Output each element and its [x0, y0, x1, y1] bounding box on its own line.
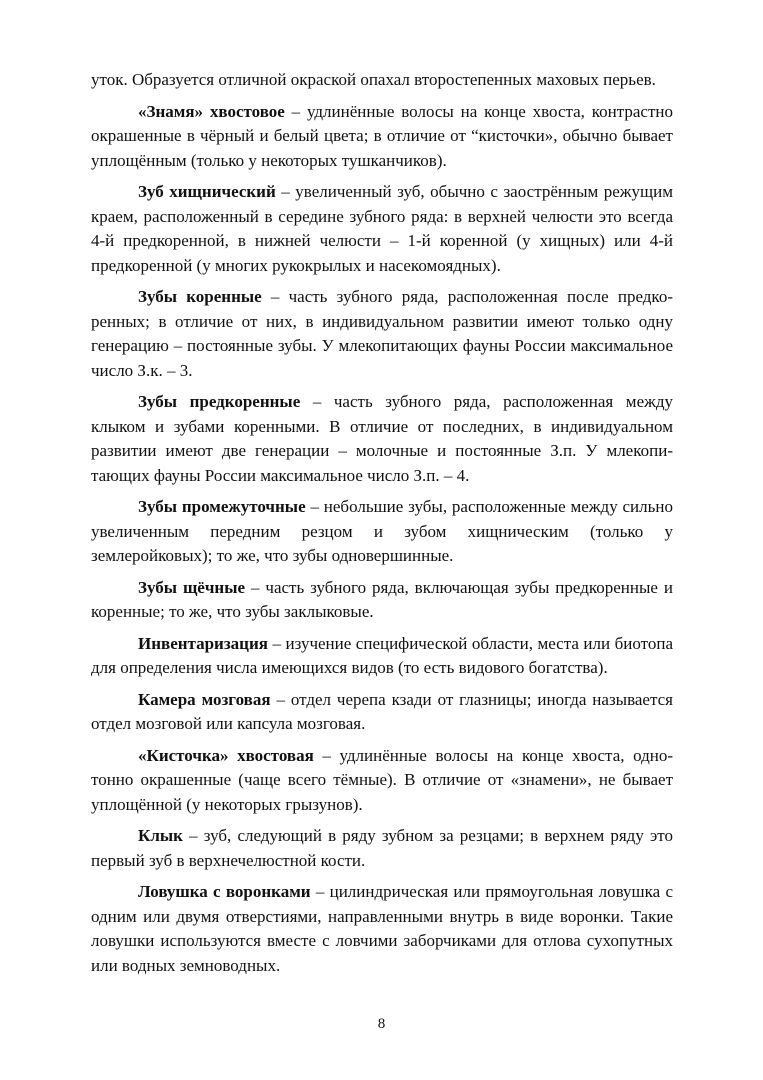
- glossary-definition: – цилиндрическая или прямоугольная ловушка с одним или двумя отверстиями, направленными внутрь в виде воронки. Такие ловушки используются вместе с ловчими заборчиками для отлова сухопутных или водных земноводных.: [91, 882, 673, 975]
- glossary-definition: – изучение специфической области, места или биотопа для определения числа имеющихся видов (то есть видового богатства).: [91, 633, 673, 677]
- glossary-definition: – увеличенный зуб, обычно с заострённым режущим краем, расположенный в середине зубного ряда: в верхней челюсти это всегда 4-й предкоренной, в нижней челюсти – 1-й коренной (у хищных) или 4-й предкоренной (у многих рукокрылых и насекомоядных).: [91, 182, 673, 275]
- glossary-definition: – часть зубного ряда, включающая зубы предкоренные и коренные; то же, что зубы заклыковые.: [91, 577, 673, 621]
- glossary-entry: [91, 632, 673, 681]
- glossary-entry: [91, 824, 673, 873]
- glossary-entry: [91, 390, 673, 488]
- glossary-term: Клык: [138, 826, 183, 845]
- glossary-term: Ловушка с воронками: [138, 882, 311, 901]
- glossary-entry: [91, 180, 673, 278]
- glossary-definition: – удлинённые волосы на конце хвоста, однотонно окрашенные (чаще всего тёмные). В отличие от «знамени», не бывает уплощённой (у некоторых грызунов).: [91, 745, 674, 814]
- glossary-term: Камера мозговая: [138, 689, 271, 709]
- glossary-entry: [91, 285, 673, 383]
- glossary-entry: [91, 495, 673, 569]
- glossary-definition: – зуб, следующий в ряду зубном за резцами; в верхнем ряду это первый зуб в верхнечелюстной кости.: [91, 826, 673, 870]
- glossary-entry: [91, 576, 673, 625]
- glossary-entry: [91, 880, 673, 978]
- glossary-entry: [91, 688, 673, 737]
- glossary-entry: [91, 744, 673, 818]
- glossary-entry: [91, 100, 673, 174]
- glossary-definition: – удлинённые волосы на конце хвоста, контрастно окрашенные в чёрный и белый цвета; в отличие от “кисточки», обычно бывает уплощённым (только у некоторых тушканчиков).: [91, 101, 674, 170]
- paragraph-continuation: [91, 68, 673, 93]
- glossary-term: Зуб хищнический: [138, 182, 276, 201]
- glossary-term: Инвентаризация: [138, 633, 268, 653]
- paragraph-text: уток. Образуется отличной окраской опахал второстепенных маховых перьев.: [91, 70, 656, 89]
- glossary-term: «Знамя» хвостовое: [138, 101, 285, 121]
- page-number: 8: [377, 1016, 386, 1032]
- glossary-term: Зубы щёчные: [138, 577, 246, 597]
- glossary-term: Зубы коренные: [138, 287, 262, 306]
- body-text: [91, 68, 673, 985]
- glossary-term: «Кисточка» хвостовая: [138, 745, 314, 765]
- glossary-definition: – отдел черепа кзади от глазницы; иногда называется отдел мозговой или капсула мозговая.: [91, 689, 673, 733]
- glossary-term: Зубы предкоренные: [138, 392, 301, 411]
- glossary-definition: – небольшие зубы, расположенные между сильно увеличенным передним резцом и зубом хищническим (только у землеройковых); то же, что зубы одновершинные.: [91, 497, 673, 565]
- glossary-term: Зубы промежуточные: [138, 497, 306, 516]
- glossary-definition: – часть зубного ряда, расположенная после предкоренных; в отличие от них, в индивидуальном развитии имеют только одну генерацию – постоянные зубы. У млекопитающих фауны России максимальное число З.к. – 3.: [91, 287, 673, 380]
- glossary-definition: – часть зубного ряда, расположенная между клыком и зубами коренными. В отличие от последних, в индивидуальном развитии имеют две генерации – молочные и постоянные З.п. У млекопитающих фауны России максимальное число З.п. – 4.: [91, 392, 674, 485]
